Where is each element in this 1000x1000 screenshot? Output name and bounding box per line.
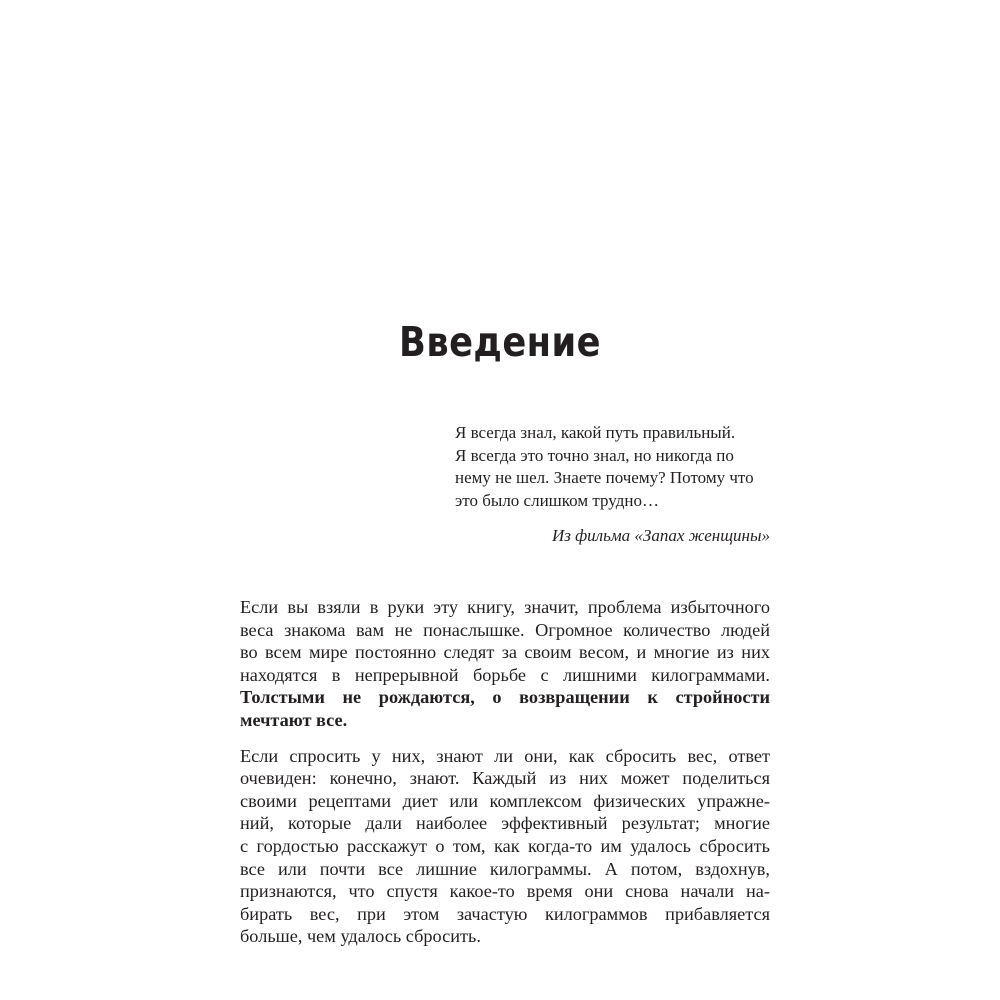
paragraph-line: признаются, что спустя какое-то время они снова начали на- (240, 881, 770, 902)
paragraph-1 (240, 596, 770, 732)
chapter-title: Введение (399, 318, 601, 366)
paragraph-line: все или почти все лишние килограммы. А потом, вздохнув, (240, 858, 770, 879)
epigraph-line: это было слишком трудно… (455, 490, 659, 510)
epigraph-line: Я всегда знал, какой путь правильный. (455, 423, 736, 442)
paragraph-line: Если спросить у них, знают ли они, как сбросить вес, ответ (240, 745, 770, 766)
paragraph-line: очевиден: конечно, знают. Каждый из них может поделиться (240, 768, 770, 789)
paragraph-line: во всем мире постоянно следят за своим весом, и многие из них (240, 642, 770, 663)
paragraph-line: Если вы взяли в руки эту книгу, значит, проблема избыточного (240, 597, 770, 617)
body-text (240, 596, 770, 948)
paragraph-line: бирать вес, при этом зачастую килограммов прибавляется (240, 903, 770, 924)
epigraph (455, 422, 775, 548)
paragraph-line: находятся в непрерывной борьбе с лишними килограммами. (240, 664, 770, 685)
epigraph-line: нему не шел. Знаете почему? Потому что (455, 468, 754, 487)
paragraph-line: своими рецептами диет или комплексом физических упражне- (240, 790, 770, 811)
paragraph-line: ний, которые дали наиболее эффективный результат; многие (240, 813, 770, 834)
paragraph-line: с гордостью расскажут о том, как когда-то им удалось сбросить (240, 835, 770, 856)
epigraph-line: Я всегда это точно знал, но никогда по (455, 445, 734, 465)
paragraph-2 (240, 745, 770, 948)
paragraph-bold-line: мечтают все. (240, 709, 348, 730)
paragraph-line: больше, чем удалось сбросить. (240, 926, 481, 947)
paragraph-bold-line: Толстыми не рождаются, о возвращении к стройности (240, 687, 770, 708)
epigraph-source: Из фильма «Запах женщины» (551, 526, 770, 545)
paragraph-line: веса знакома вам не понаслышке. Огромное количество людей (240, 619, 770, 640)
